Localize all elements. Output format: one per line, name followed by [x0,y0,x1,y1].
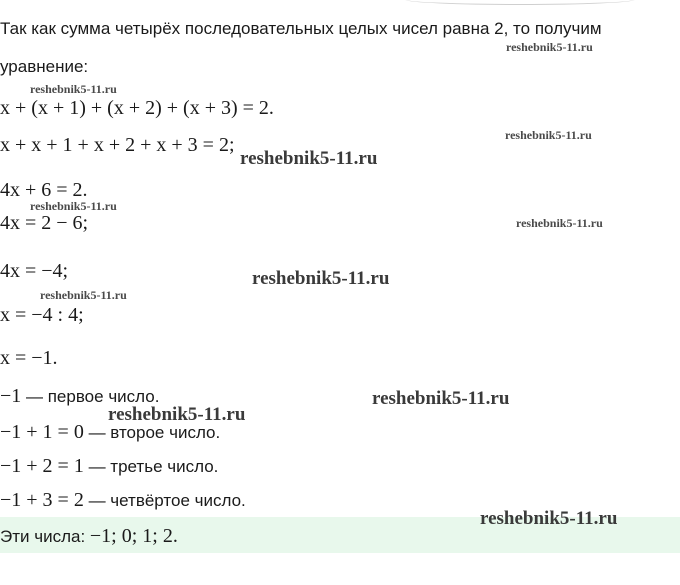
equation-step-5: 4x = −4; [0,260,69,282]
number-line-third [0,455,218,478]
watermark: reshebnik5-11.ru [505,128,592,142]
watermark: reshebnik5-11.ru [506,40,593,54]
number-expr: −1 + 1 = 0 [0,421,84,443]
number-desc: — третье число. [83,457,219,476]
watermark: reshebnik5-11.ru [252,268,390,289]
equation-step-2: x + x + 1 + x + 2 + x + 3 = 2; [0,134,235,156]
watermark: reshebnik5-11.ru [240,148,378,169]
answer-values: −1; 0; 1; 2. [89,525,178,547]
watermark: reshebnik5-11.ru [516,216,603,230]
equation-step-4: 4x = 2 − 6; [0,212,89,234]
watermark: reshebnik5-11.ru [30,199,117,213]
answer-label: Эти числа: [0,527,90,546]
equation-step-6: x = −4 : 4; [0,304,84,326]
equation-step-1: x + (x + 1) + (x + 2) + (x + 3) = 2. [0,97,274,119]
number-expr: −1 + 3 = 2 [0,489,84,511]
watermark: reshebnik5-11.ru [372,388,510,409]
watermark: reshebnik5-11.ru [40,288,127,302]
watermark: reshebnik5-11.ru [480,508,618,529]
equation-step-7: x = −1. [0,347,58,369]
watermark: reshebnik5-11.ru [108,404,246,425]
equation-step-3: 4x + 6 = 2. [0,179,88,201]
intro-text-line-2: уравнение: [0,57,89,76]
number-expr: −1 + 2 = 1 [0,455,84,477]
number-desc: — четвёртое число. [83,491,246,510]
answer-line [0,525,178,548]
cropped-formula-fragment [405,0,635,5]
watermark: reshebnik5-11.ru [30,82,117,96]
number-line-fourth [0,489,246,512]
intro-text-line-1: Так как сумма четырёх последовательных целых чисел равна 2, то получим [0,19,602,38]
number-expr: −1 [0,385,22,407]
number-desc: — первое число. [21,387,160,406]
number-desc: — второе число. [83,423,221,442]
